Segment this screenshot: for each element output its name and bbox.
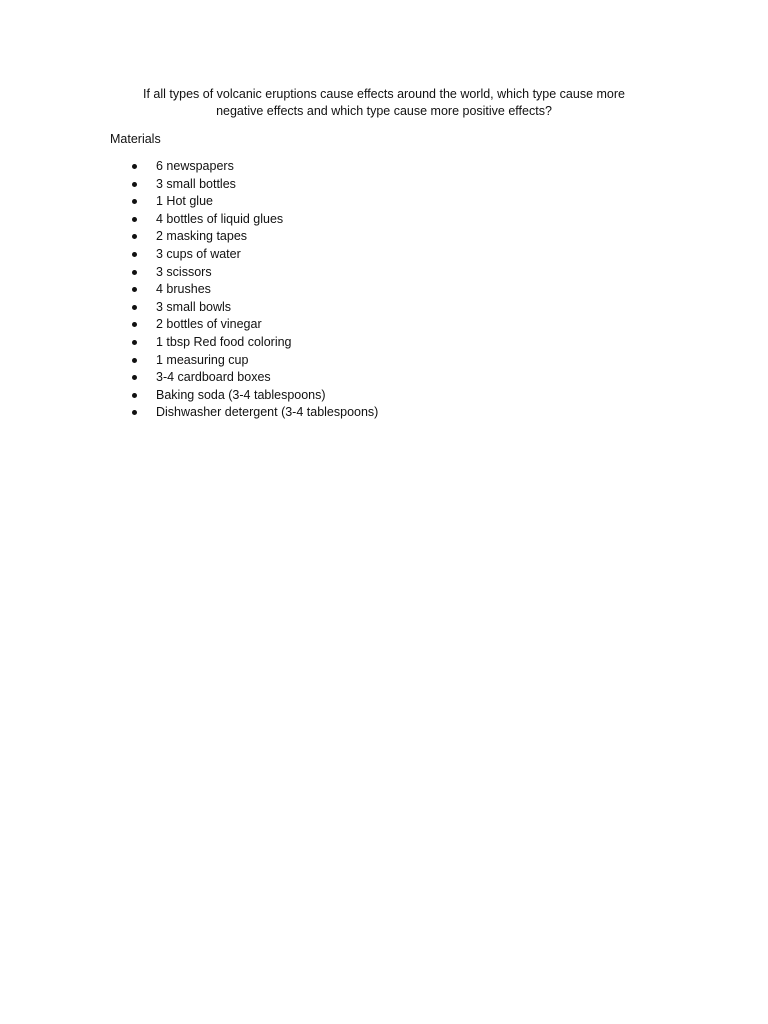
bullet-icon [132,234,137,239]
list-item [130,387,550,405]
list-item-text: 6 newspapers [156,159,234,173]
list-item-text: 4 brushes [156,282,211,297]
question-line-2: negative effects and which type cause more positive effects? [216,104,552,118]
list-item-text: 1 measuring cup [156,352,249,367]
bullet-icon [132,164,137,169]
list-item [130,176,550,194]
list-item [130,281,550,299]
materials-list [130,158,550,422]
list-item [130,334,550,352]
bullet-icon [132,199,137,204]
bullet-icon [132,305,137,310]
list-item [130,352,550,370]
list-item [130,211,550,229]
bullet-icon [132,410,137,415]
list-item-text: 4 bottles of liquid glues [156,211,284,226]
bullet-icon [132,287,137,292]
bullet-icon [132,182,137,187]
research-question [110,86,658,120]
list-item [130,299,550,317]
bullet-icon [132,270,137,275]
bullet-icon [132,217,137,222]
question-line-1: If all types of volcanic eruptions cause effects around the world, which type cause more [143,87,625,101]
list-item [130,158,550,176]
list-item [130,246,550,264]
list-item-text: 3 scissors [156,264,212,279]
bullet-icon [132,375,137,380]
list-item-text: 1 tbsp Red food coloring [156,334,292,349]
list-item-text: 3-4 cardboard boxes [156,370,271,385]
list-item-text: 2 bottles of vinegar [156,317,262,332]
list-item-text: 3 small bottles [156,176,236,191]
bullet-icon [132,252,137,257]
list-item [130,369,550,387]
bullet-icon [132,393,137,398]
list-item-text: 3 cups of water [156,246,241,261]
list-item [130,404,550,422]
bullet-icon [132,322,137,327]
list-item [130,228,550,246]
list-item-text: Dishwasher detergent (3-4 tablespoons) [156,405,379,420]
list-item [130,316,550,334]
list-item [130,264,550,282]
list-item-text: 2 masking tapes [156,229,248,244]
list-item-text: 1 Hot glue [156,194,213,209]
bullet-icon [132,340,137,345]
list-item-text: 3 small bowls [156,299,232,314]
materials-heading: Materials [110,132,161,146]
list-item [130,193,550,211]
list-item-text: Baking soda (3-4 tablespoons) [156,387,326,402]
bullet-icon [132,358,137,363]
